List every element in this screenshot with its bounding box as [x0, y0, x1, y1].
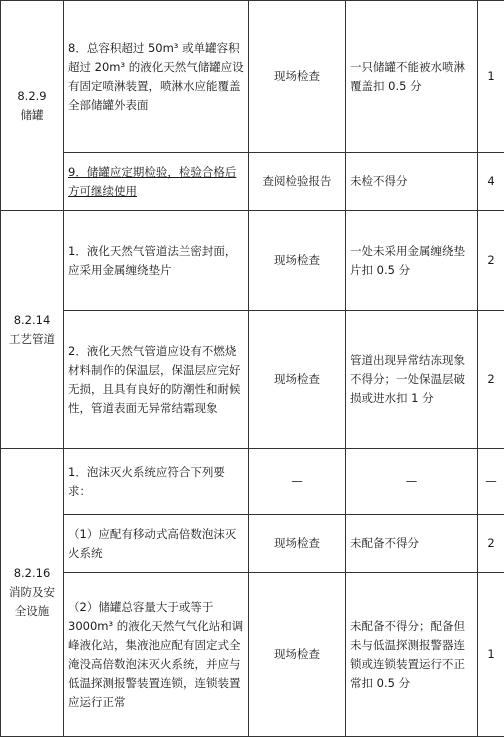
requirement-cell: 9．储罐应定期检验，检验合格后方可继续使用 [64, 153, 249, 211]
section-number: 8.2.16 [13, 566, 51, 580]
section-number: 8.2.9 [17, 88, 47, 103]
table-row [1, 449, 504, 515]
table-row [1, 153, 504, 211]
criteria-cell: 一处未采用金属缠绕垫片扣 0.5 分 [346, 211, 478, 311]
section-cell [1, 211, 64, 449]
section-title: 储罐 [20, 107, 44, 122]
table-row [1, 1, 504, 153]
score-cell: 1 [478, 573, 504, 737]
table-row [1, 573, 504, 737]
criteria-cell: — [346, 449, 478, 515]
requirement-cell: 1．液化天然气管道法兰密封面，应采用金属缠绕垫片 [64, 211, 249, 311]
section-cell [1, 449, 64, 737]
table-row [1, 311, 504, 449]
method-cell: 现场检查 [249, 311, 346, 449]
score-cell: 2 [478, 211, 504, 311]
criteria-cell: 一只储罐不能被水喷淋覆盖扣 0.5 分 [346, 1, 478, 153]
method-cell: 现场检查 [249, 515, 346, 573]
criteria-cell: 未配备不得分 [346, 515, 478, 573]
section-number: 8.2.14 [13, 312, 51, 327]
table-row [1, 211, 504, 311]
requirement-cell: 8．总容积超过 50m³ 或单罐容积超过 20m³ 的液化天然气储罐应设有固定喷淋装置，喷淋水应能覆盖全部储罐外表面 [64, 1, 249, 153]
criteria-cell: 管道出现异常结冻现象不得分；一处保温层破损或进水扣 1 分 [346, 311, 478, 449]
section-title: 工艺管道 [9, 331, 55, 346]
requirement-cell: （2）储罐总容量大于或等于 3000m³ 的液化天然气气化站和调峰液化站，集液池应配有固定式全淹没高倍数泡沫灭火系统，并应与低温探测报警装置连锁，连锁装置应运行正常 [64, 573, 249, 737]
method-cell: 现场检查 [249, 573, 346, 737]
score-cell: 1 [478, 1, 504, 153]
requirement-cell: （1）应配有移动式高倍数泡沫灭火系统 [64, 515, 249, 573]
table-row [1, 515, 504, 573]
criteria-cell: 未检不得分 [346, 153, 478, 211]
section-title: 消防及安全设施 [9, 585, 55, 618]
score-cell: 4 [478, 153, 504, 211]
method-cell: — [249, 449, 346, 515]
method-cell: 查阅检验报告 [249, 153, 346, 211]
method-cell: 现场检查 [249, 1, 346, 153]
requirement-cell: 2．液化天然气管道应设有不燃烧材料制作的保温层，保温层应完好无损，且具有良好的防潮性和耐候性，管道表面无异常结霜现象 [64, 311, 249, 449]
method-cell: 现场检查 [249, 211, 346, 311]
section-cell [1, 1, 64, 211]
requirement-cell: 1．泡沫灭火系统应符合下列要求： [64, 449, 249, 515]
score-cell: — [478, 449, 504, 515]
score-cell: 2 [478, 515, 504, 573]
score-cell: 2 [478, 311, 504, 449]
criteria-cell: 未配备不得分；配备但未与低温探测报警器连锁或连锁装置运行不正常扣 0.5 分 [346, 573, 478, 737]
